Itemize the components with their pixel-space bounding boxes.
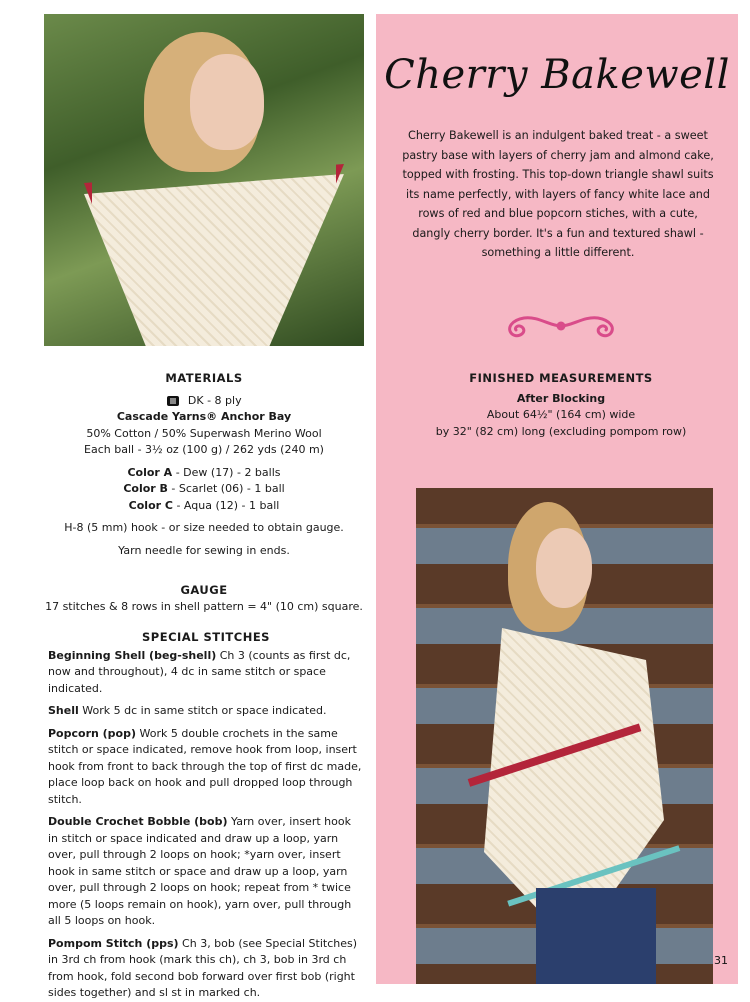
gauge-heading: GAUGE [180,583,228,597]
hook-line: H-8 (5 mm) hook - or size needed to obtain gauge. [64,521,344,534]
color-b-line: Color B - Scarlet (06) - 1 ball [123,482,285,495]
finished-measurements-section [402,370,720,440]
needle-line: Yarn needle for sewing in ends. [118,543,290,557]
model-photo-bottom [416,488,713,984]
finished-heading: FINISHED MEASUREMENTS [469,371,653,385]
model-face [190,54,264,150]
model-face [536,528,592,608]
stitch-beg-shell: Beginning Shell (beg-shell) Ch 3 (counts as first dc, now and throughout), 4 dc in same stitch or space indicated. [48,648,351,695]
shawl-border [84,164,344,346]
yarn-ball: Each ball - 3½ oz (100 g) / 262 yds (240 m) [84,443,324,456]
stitch-popcorn: Popcorn (pop) Work 5 double crochets in the same stitch or space indicated, remove hook from loop, insert hook from front to back through the top of first dc made, place loop back on hook and pull dropped loop through stitch. [48,726,362,806]
yarn-brand: Cascade Yarns® Anchor Bay [116,410,292,423]
materials-heading: MATERIALS [165,371,243,385]
yarn-weight: DK - 8 ply [187,393,242,407]
stitch-pompom: Pompom Stitch (pps) Ch 3, bob (see Special Stitches) in 3rd ch from hook (mark this ch), ch 3, bob in 3rd ch from hook, fold second bob forward over first bob (right sides together) and sl st in marked ch. [48,936,358,999]
special-stitches-heading: SPECIAL STITCHES [142,630,270,644]
finished-length: by 32" (82 cm) long (excluding pompom row) [435,424,687,438]
finished-subheading: After Blocking [516,391,606,405]
gauge-text: 17 stitches & 8 rows in shell pattern = 4" (10 cm) square. [45,599,363,613]
pattern-title: Cherry Bakewell [384,52,730,98]
special-stitches-section [48,629,364,1002]
yarn-weight-icon [166,395,180,407]
stitch-bobble: Double Crochet Bobble (bob) Yarn over, insert hook in stitch or space indicated and draw up a loop, yarn over, pull through 2 loops on hook; *yarn over, insert hook in same stitch or space and draw up a loop, yarn over, pull through 2 loops on hook; repeat from * twice more (5 loops remain on hook), yarn over, pull through all 5 loops on hook. [48,815,352,927]
model-photo-top [44,14,364,346]
color-c-line: Color C - Aqua (12) - 1 ball [128,498,280,512]
gauge-section [44,582,364,615]
materials-section [44,370,364,559]
model-jeans [536,888,656,984]
yarn-fiber: 50% Cotton / 50% Superwash Merino Wool [86,426,322,440]
stitch-shell: Shell Work 5 dc in same stitch or space indicated. [48,704,327,717]
swirl-ornament-icon [498,312,624,340]
finished-width: About 64½" (164 cm) wide [486,408,636,421]
page-number: 31 [714,954,728,967]
color-a-line: Color A - Dew (17) - 2 balls [127,465,281,479]
intro-text: Cherry Bakewell is an indulgent baked treat - a sweet pastry base with layers of cherry jam and almond cake, topped with frosting. This top-down triangle shawl suits its name perfectly, with layers of fancy white lace and rows of red and blue popcorn stiches, with a cute, dangly cherry border. It's a fun and textured shawl - something a little different. [402,129,714,259]
